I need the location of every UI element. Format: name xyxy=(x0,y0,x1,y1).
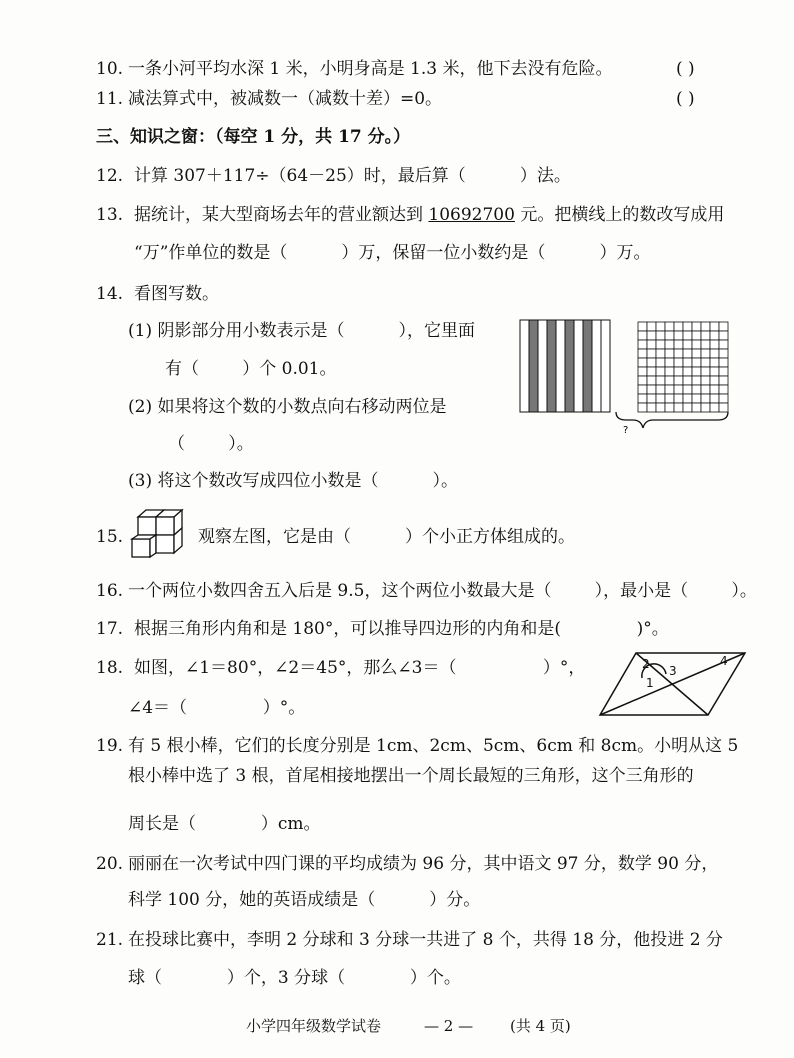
q10-answer-blank[interactable]: ( ) xyxy=(676,59,695,79)
grid-cell xyxy=(647,331,656,340)
brace xyxy=(616,412,728,428)
grid-cell xyxy=(719,322,728,331)
grid-cell xyxy=(656,367,665,376)
q11-answer-blank[interactable]: ( ) xyxy=(676,89,695,109)
q19-line1: 有 5 根小棒，它们的长度分别是 1cm、2cm、5cm、6cm 和 8cm。小明从这 5 xyxy=(128,736,739,756)
footer-page-number: — 2 — xyxy=(424,1017,474,1035)
grid-cell xyxy=(692,385,701,394)
shaded-strip xyxy=(547,320,556,412)
grid-cell xyxy=(665,349,674,358)
grid-cell xyxy=(710,322,719,331)
grid-cell xyxy=(701,367,710,376)
grid-cell xyxy=(683,403,692,412)
grid-cell xyxy=(656,322,665,331)
grid-cell xyxy=(692,322,701,331)
grid-cell xyxy=(710,349,719,358)
q20-line2: 科学 100 分，她的英语成绩是（ ）分。 xyxy=(128,890,481,910)
shaded-strip xyxy=(565,320,574,412)
grid-cell xyxy=(674,403,683,412)
grid-cell xyxy=(674,340,683,349)
grid-cell xyxy=(719,331,728,340)
q14-part3: (3) 将这个数改写成四位小数是（ ）。 xyxy=(128,471,459,491)
q14-part1-line1: (1) 阴影部分用小数表示是（ ），它里面 xyxy=(128,321,476,341)
grid-cell xyxy=(656,358,665,367)
q16-number: 16. xyxy=(96,581,124,601)
grid-cell xyxy=(692,376,701,385)
grid-cell xyxy=(647,385,656,394)
grid-cell xyxy=(638,376,647,385)
q13-line2: “万”作单位的数是（ ）万，保留一位小数约是（ ）万。 xyxy=(134,243,651,263)
q13-post: 元。把横线上的数改写成用 xyxy=(514,205,725,225)
q13-line1 xyxy=(134,204,724,226)
q17-text: 根据三角形内角和是 180°，可以推导四边形的内角和是( )°。 xyxy=(134,619,669,639)
grid-cell xyxy=(701,331,710,340)
grid-cell xyxy=(701,322,710,331)
grid-cell xyxy=(710,376,719,385)
strip xyxy=(538,320,547,412)
grid-cell xyxy=(674,322,683,331)
grid-cell xyxy=(638,403,647,412)
grid-cell xyxy=(701,349,710,358)
grid-cell xyxy=(701,394,710,403)
footer-title: 小学四年级数学试卷 xyxy=(246,1017,382,1035)
grid-cell xyxy=(638,331,647,340)
grid-cell xyxy=(647,349,656,358)
grid-cell xyxy=(683,331,692,340)
strip xyxy=(592,320,601,412)
decimal-figure xyxy=(518,318,738,438)
grid-cell xyxy=(683,394,692,403)
angle-label-2: 2 xyxy=(642,657,650,671)
q21-line2: 球（ ）个，3 分球（ ）个。 xyxy=(128,968,461,988)
grid-cell xyxy=(638,394,647,403)
grid-cell xyxy=(674,367,683,376)
q15-text: 观察左图，它是由（ ）个小正方体组成的。 xyxy=(198,527,576,547)
q10-text: 一条小河平均水深 1 米，小明身高是 1.3 米，他下去没有危险。 xyxy=(128,59,613,79)
grid-cell xyxy=(683,367,692,376)
shaded-strip xyxy=(583,320,592,412)
grid-cell xyxy=(638,340,647,349)
grid-cell xyxy=(692,367,701,376)
parallelogram-figure xyxy=(598,650,748,720)
grid-cell xyxy=(719,385,728,394)
grid-cell xyxy=(719,376,728,385)
grid-cell xyxy=(710,358,719,367)
grid-cell xyxy=(647,403,656,412)
grid-cell xyxy=(683,340,692,349)
grid-cell xyxy=(710,340,719,349)
q14-part1-line2: 有（ ）个 0.01。 xyxy=(165,359,337,379)
angle-label-1: 1 xyxy=(646,676,654,690)
grid-cell xyxy=(701,376,710,385)
grid-cell xyxy=(665,340,674,349)
q12-text: 计算 307＋117÷（64－25）时，最后算（ ）法。 xyxy=(134,166,571,186)
question-mark: ? xyxy=(623,425,629,436)
grid-cell xyxy=(656,376,665,385)
grid-cell xyxy=(701,340,710,349)
q19-line2: 根小棒中选了 3 根，首尾相接地摆出一个周长最短的三角形，这个三角形的 xyxy=(128,766,694,786)
grid-cell xyxy=(656,340,665,349)
q18-line1: 如图，∠1＝80°，∠2＝45°，那么∠3＝（ ）°， xyxy=(134,658,586,678)
strip xyxy=(601,320,610,412)
hundred-grid-panel xyxy=(638,322,728,412)
grid-cell xyxy=(665,322,674,331)
grid-cell xyxy=(674,358,683,367)
q15-number: 15. xyxy=(96,527,124,547)
q13-underlined-number: 10692700 xyxy=(428,205,515,225)
section-3-heading: 三、知识之窗：（每空 1 分，共 17 分。） xyxy=(96,127,411,147)
q18-number: 18. xyxy=(96,658,124,678)
grid-cell xyxy=(647,394,656,403)
grid-cell xyxy=(665,358,674,367)
grid-cell xyxy=(701,358,710,367)
strips-panel xyxy=(520,320,610,412)
grid-cell xyxy=(674,376,683,385)
grid-cell xyxy=(665,331,674,340)
grid-cell xyxy=(674,349,683,358)
grid-cell xyxy=(656,403,665,412)
grid-cell xyxy=(701,403,710,412)
grid-cell xyxy=(692,331,701,340)
grid-cell xyxy=(647,367,656,376)
strip xyxy=(520,320,529,412)
grid-cell xyxy=(638,367,647,376)
grid-cell xyxy=(710,394,719,403)
grid-cell xyxy=(665,376,674,385)
grid-cell xyxy=(710,385,719,394)
grid-cell xyxy=(692,349,701,358)
q21-number: 21. xyxy=(96,930,124,950)
q19-line3: 周长是（ ）cm。 xyxy=(128,814,321,834)
shaded-strip xyxy=(529,320,538,412)
grid-cell xyxy=(674,394,683,403)
q20-number: 20. xyxy=(96,854,124,874)
q16-text: 一个两位小数四舍五入后是 9.5，这个两位小数最大是（ ），最小是（ ）。 xyxy=(128,581,757,601)
grid-cell xyxy=(665,403,674,412)
grid-cell xyxy=(710,331,719,340)
grid-cell xyxy=(638,349,647,358)
grid-cell xyxy=(638,385,647,394)
q20-line1: 丽丽在一次考试中四门课的平均成绩为 96 分，其中语文 97 分，数学 90 分， xyxy=(128,854,719,874)
grid-cell xyxy=(638,358,647,367)
q14-part2-line2: （ ）。 xyxy=(168,434,254,454)
grid-cell xyxy=(683,376,692,385)
grid-cell xyxy=(719,340,728,349)
grid-cell xyxy=(665,385,674,394)
angle-label-3: 3 xyxy=(669,664,677,678)
grid-cell xyxy=(674,331,683,340)
q13-number: 13. xyxy=(96,205,124,225)
grid-cell xyxy=(683,358,692,367)
grid-cell xyxy=(656,394,665,403)
grid-cell xyxy=(710,367,719,376)
grid-cell xyxy=(656,385,665,394)
grid-cell xyxy=(719,394,728,403)
cube-stack-figure xyxy=(130,509,192,561)
q14-number: 14. xyxy=(96,284,124,304)
grid-cell xyxy=(692,340,701,349)
grid-cell xyxy=(665,367,674,376)
angle-label-4: 4 xyxy=(720,654,728,668)
grid-cell xyxy=(656,331,665,340)
grid-cell xyxy=(665,394,674,403)
q19-number: 19. xyxy=(96,736,124,756)
q10-number: 10. xyxy=(96,59,124,79)
grid-cell xyxy=(719,358,728,367)
grid-cell xyxy=(647,340,656,349)
footer-total-pages: (共 4 页) xyxy=(510,1017,571,1035)
q11-number: 11. xyxy=(96,89,124,109)
grid-cell xyxy=(692,403,701,412)
strip xyxy=(556,320,565,412)
q12-number: 12. xyxy=(96,166,124,186)
grid-cell xyxy=(710,403,719,412)
strip xyxy=(574,320,583,412)
q13-pre: 据统计，某大型商场去年的营业额达到 xyxy=(134,205,429,225)
q14-title: 看图写数。 xyxy=(134,284,219,304)
grid-cell xyxy=(674,385,683,394)
grid-cell xyxy=(647,376,656,385)
grid-cell xyxy=(647,322,656,331)
q17-number: 17. xyxy=(96,619,124,639)
grid-cell xyxy=(719,349,728,358)
grid-cell xyxy=(683,385,692,394)
grid-cell xyxy=(647,358,656,367)
q14-part2-line1: (2) 如果将这个数的小数点向右移动两位是 xyxy=(128,397,447,417)
grid-cell xyxy=(638,322,647,331)
grid-cell xyxy=(701,385,710,394)
grid-cell xyxy=(683,322,692,331)
grid-cell xyxy=(656,349,665,358)
q18-line2: ∠4＝（ ）°。 xyxy=(128,698,306,718)
grid-cell xyxy=(692,358,701,367)
q21-line1: 在投球比赛中，李明 2 分球和 3 分球一共进了 8 个，共得 18 分，他投进 2 分 xyxy=(128,930,723,950)
q11-text: 减法算式中，被减数一（减数十差）=0。 xyxy=(128,89,443,109)
grid-cell xyxy=(719,403,728,412)
grid-cell xyxy=(683,349,692,358)
grid-cell xyxy=(719,367,728,376)
grid-cell xyxy=(692,394,701,403)
